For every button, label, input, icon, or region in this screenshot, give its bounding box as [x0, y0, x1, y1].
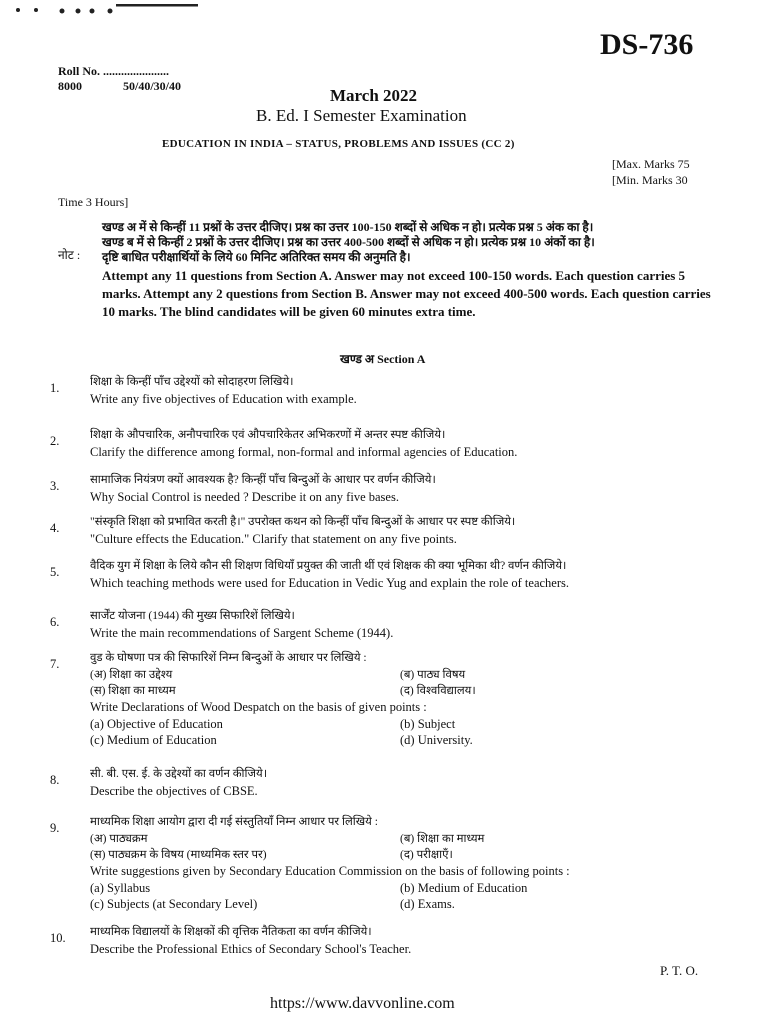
options-english	[90, 880, 740, 912]
question-item	[50, 472, 740, 506]
question-number: 5.	[50, 565, 60, 579]
option-item: (a) Objective of Education	[90, 717, 223, 731]
question-item	[50, 650, 740, 748]
max-marks: [Max. Marks 75	[612, 157, 690, 171]
question-item	[50, 814, 740, 912]
question-english: Clarify the difference among formal, non-formal and informal agencies of Education.	[90, 445, 518, 459]
note-english: Attempt any 11 questions from Section A. Answer may not exceed 100-150 words. Each question carries 5 marks. Attempt any 2 questions from Section B. Answer may not exceed 400-500 words. Each question carries 10 marks. The blind candidates will be given 60 minutes extra time.	[102, 268, 711, 319]
question-hindi: सी. बी. एस. ई. के उद्देश्यों का वर्णन कीजिये।	[90, 768, 268, 780]
note-hindi-line: खण्ड अ में से किन्हीं 11 प्रश्नों के उत्तर दीजिए। प्रश्न का उत्तर 100-150 शब्दों से अधिक न हो। प्रत्येक प्रश्न 5 अंक का है।	[102, 220, 594, 234]
exam-title: B. Ed. I Semester Examination	[256, 106, 467, 125]
question-hindi: "संस्कृति शिक्षा को प्रभावित करती है।" उपरोक्त कथन को किन्हीं पाँच बिन्दुओं के आधार पर स्पष्ट कीजिये।	[90, 516, 516, 528]
question-english: Write suggestions given by Secondary Education Commission on the basis of following points :	[90, 864, 570, 878]
question-item	[50, 558, 740, 592]
question-hindi: सामाजिक नियंत्रण क्यों आवश्यक है? किन्हीं पाँच बिन्दुओं के आधार पर वर्णन कीजिये।	[90, 474, 436, 486]
question-english: Write the main recommendations of Sargent Scheme (1944).	[90, 626, 394, 640]
options-hindi	[90, 667, 740, 699]
paper-number: 8000	[58, 79, 82, 93]
note-hindi-line: खण्ड ब में से किन्हीं 2 प्रश्नों के उत्तर दीजिए। प्रश्न का उत्तर 400-500 शब्दों से अधिक न हो। प्रत्येक प्रश्न 10 अंकों का है।	[102, 235, 595, 249]
semester-codes: 50/40/30/40	[123, 79, 182, 93]
codes-row	[58, 79, 181, 94]
question-item	[50, 374, 740, 408]
question-item	[50, 924, 740, 958]
question-item	[50, 766, 740, 800]
option-item: (स) शिक्षा का माध्यम	[90, 685, 176, 697]
question-hindi: वैदिक युग में शिक्षा के लिये कौन सी शिक्षण विधियाँ प्रयुक्त की जाती थीं एवं शिक्षक की क्या भूमिका थी? वर्णन कीजिये।	[90, 560, 567, 572]
note-hindi-line: दृष्टि बाधित परीक्षार्थियों के लिये 60 मिनिट अतिरिक्त समय की अनुमति है।	[102, 250, 411, 264]
option-item: (ब) शिक्षा का माध्यम	[400, 833, 485, 845]
scan-mark-logo	[14, 2, 198, 20]
option-item: (b) Subject	[400, 717, 456, 731]
marks-block	[612, 156, 690, 188]
section-heading: खण्ड अ Section A	[340, 352, 426, 366]
question-english: Write any five objectives of Education with example.	[90, 392, 357, 406]
pto-label: P. T. O.	[660, 963, 699, 978]
question-item	[50, 514, 740, 548]
options-english	[90, 716, 740, 748]
exam-month: March 2022	[330, 86, 418, 105]
option-item: (c) Subjects (at Secondary Level)	[90, 897, 258, 911]
source-url: https://www.davvonline.com	[270, 995, 455, 1012]
option-item: (अ) पाठ्यक्रम	[90, 833, 148, 845]
option-item: (d) Exams.	[400, 897, 455, 911]
subject-title: EDUCATION IN INDIA – STATUS, PROBLEMS AND ISSUES (CC 2)	[162, 138, 515, 150]
question-hindi: माध्यमिक विद्यालयों के शिक्षकों की वृत्तिक नैतिकता का वर्णन कीजिये।	[90, 926, 372, 938]
question-number: 4.	[50, 521, 60, 535]
roll-number-label: Roll No. ......................	[58, 64, 169, 78]
option-item: (द) परीक्षाएँ।	[400, 849, 453, 861]
question-item	[50, 427, 740, 461]
option-item: (द) विश्वविद्यालय।	[400, 685, 476, 697]
question-english: Why Social Control is needed ? Describe it on any five bases.	[90, 490, 399, 504]
question-english: Which teaching methods were used for Education in Vedic Yug and explain the role of teachers.	[90, 576, 570, 590]
question-english: "Culture effects the Education." Clarify that statement on any five points.	[90, 532, 457, 546]
question-item	[50, 608, 740, 642]
note-label: नोट :	[58, 248, 81, 262]
option-item: (c) Medium of Education	[90, 733, 217, 747]
question-english: Describe the Professional Ethics of Secondary School's Teacher.	[90, 942, 412, 956]
option-item: (d) University.	[400, 733, 473, 747]
question-number: 3.	[50, 479, 60, 493]
option-item: (ब) पाठ्य विषय	[400, 669, 466, 681]
paper-code: DS-736	[600, 28, 694, 61]
question-number: 10.	[50, 931, 66, 945]
instructions-note	[58, 220, 724, 321]
option-item: (अ) शिक्षा का उद्देश्य	[90, 669, 173, 681]
question-number: 9.	[50, 821, 60, 835]
exam-time: Time 3 Hours]	[58, 195, 129, 209]
question-number: 6.	[50, 615, 60, 629]
question-hindi: शिक्षा के औपचारिक, अनौपचारिक एवं औपचारिकेतर अभिकरणों में अन्तर स्पष्ट कीजिये।	[90, 429, 446, 441]
question-english: Describe the objectives of CBSE.	[90, 784, 258, 798]
options-hindi	[90, 831, 740, 863]
question-number: 1.	[50, 381, 60, 395]
question-number: 2.	[50, 434, 60, 448]
question-number: 7.	[50, 657, 60, 671]
question-hindi: शिक्षा के किन्हीं पाँच उद्देश्यों को सोदाहरण लिखिये।	[90, 376, 294, 388]
option-item: (स) पाठ्यक्रम के विषय (माध्यमिक स्तर पर)	[90, 849, 267, 861]
min-marks: [Min. Marks 30	[612, 173, 688, 187]
option-item: (b) Medium of Education	[400, 881, 528, 895]
question-hindi: वुड के घोषणा पत्र की सिफारिशें निम्न बिन्दुओं के आधार पर लिखिये :	[90, 652, 367, 664]
question-number: 8.	[50, 773, 60, 787]
option-item: (a) Syllabus	[90, 881, 151, 895]
question-hindi: माध्यमिक शिक्षा आयोग द्वारा दी गई संस्तुतियाँ निम्न आधार पर लिखिये :	[90, 816, 378, 828]
question-english: Write Declarations of Wood Despatch on the basis of given points :	[90, 700, 427, 714]
question-hindi: सार्जेंट योजना (1944) की मुख्य सिफारिशें लिखिये।	[90, 610, 295, 622]
